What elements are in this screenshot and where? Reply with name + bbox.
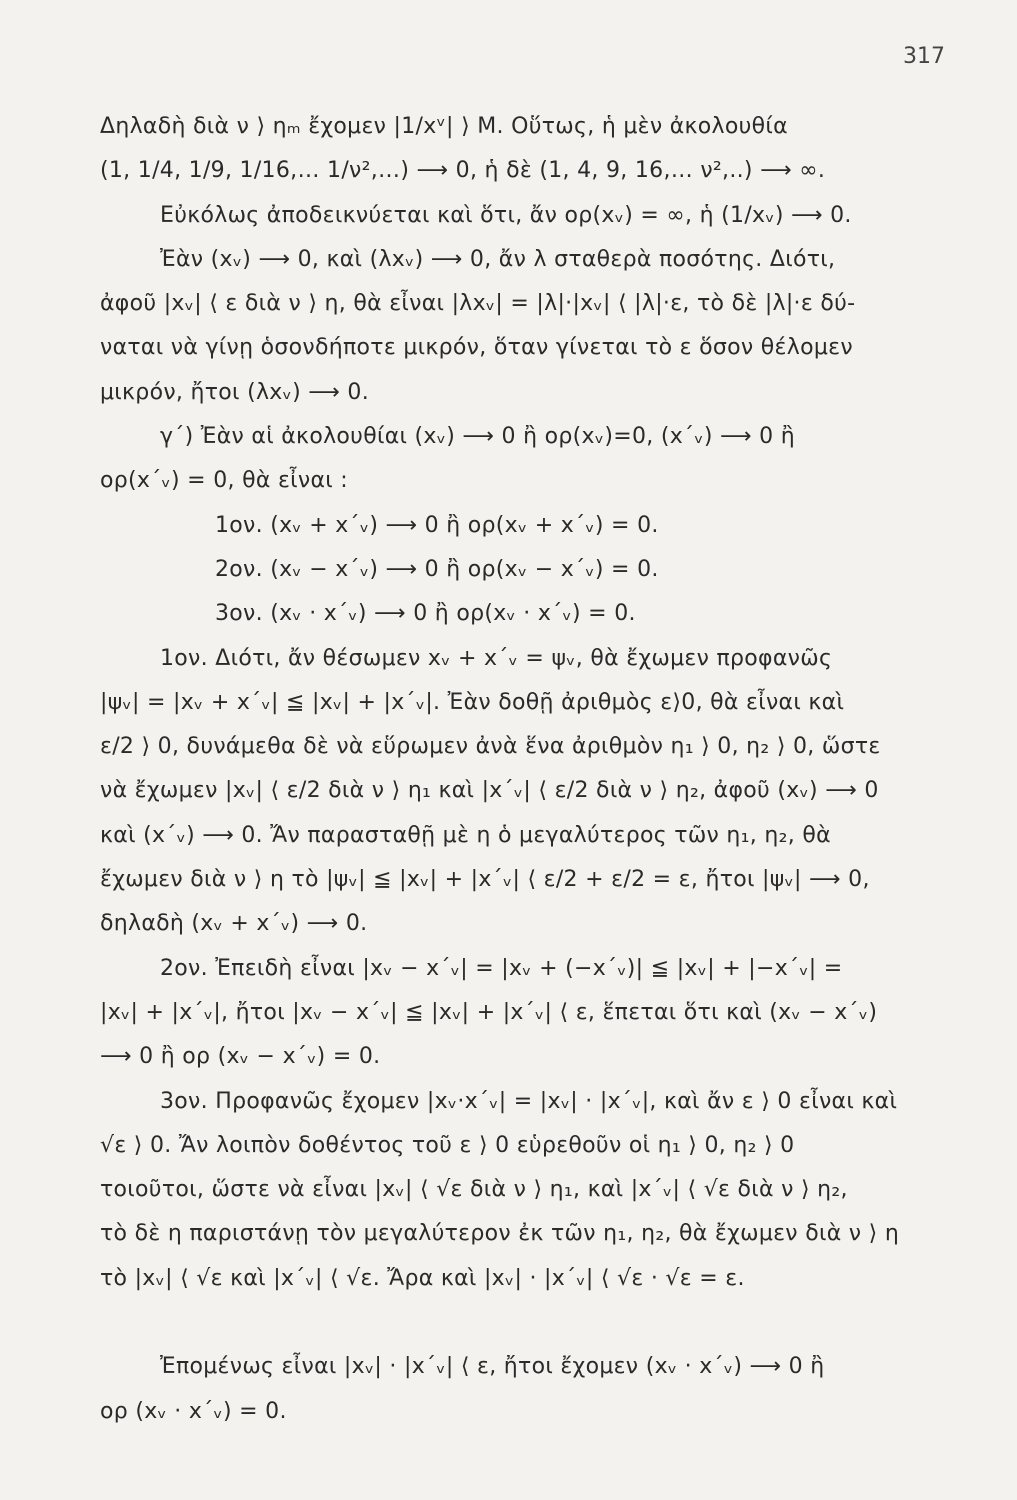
text-line: μικρόν, ἤτοι (λxᵥ) ⟶ 0. <box>100 379 369 405</box>
page-number: 317 <box>903 44 945 69</box>
text-line: 1ον. Διότι, ἄν θέσωμεν xᵥ + x΄ᵥ = ψᵥ, θὰ ἔχωμεν προφανῶς <box>160 645 833 671</box>
text-line: τὸ δὲ η παριστάνῃ τὸν μεγαλύτερον ἐκ τῶν η₁, η₂, θὰ ἔχωμεν διὰ ν ⟩ η <box>100 1221 900 1247</box>
text-line: ἔχωμεν διὰ ν ⟩ η τὸ |ψᵥ| ≦ |xᵥ| + |x΄ᵥ| ⟨ ε/2 + ε/2 = ε, ἤτοι |ψᵥ| ⟶ 0, <box>100 867 870 893</box>
text-line: νὰ ἔχωμεν |xᵥ| ⟨ ε/2 διὰ ν ⟩ η₁ καὶ |x΄ᵥ| ⟨ ε/2 διὰ ν ⟩ η₂, ἀφοῦ (xᵥ) ⟶ 0 <box>100 778 879 804</box>
text-line: |ψᵥ| = |xᵥ + x΄ᵥ| ≦ |xᵥ| + |x΄ᵥ|. Ἐὰν δοθῇ ἀριθμὸς ε⟩0, θὰ εἶναι καὶ <box>100 689 845 715</box>
text-line: 1ον. (xᵥ + x΄ᵥ) ⟶ 0 ἢ ορ(xᵥ + x΄ᵥ) = 0. <box>215 512 659 538</box>
text-line: Ἐπομένως εἶναι |xᵥ| · |x΄ᵥ| ⟨ ε, ἤτοι ἔχομεν (xᵥ · x΄ᵥ) ⟶ 0 ἢ <box>160 1354 825 1380</box>
text-line: ε/2 ⟩ 0, δυνάμεθα δὲ νὰ εὕρωμεν ἀνὰ ἕνα ἀριθμὸν η₁ ⟩ 0, η₂ ⟩ 0, ὥστε <box>100 734 881 760</box>
text-line: √ε ⟩ 0. Ἄν λοιπὸν δοθέντος τοῦ ε ⟩ 0 εὑρεθοῦν οἱ η₁ ⟩ 0, η₂ ⟩ 0 <box>100 1132 795 1158</box>
text-line: γ΄) Ἐὰν αἱ ἀκολουθίαι (xᵥ) ⟶ 0 ἢ ορ(xᵥ)=0, (x΄ᵥ) ⟶ 0 ἢ <box>160 424 795 450</box>
text-line: ορ (xᵥ · x΄ᵥ) = 0. <box>100 1398 287 1424</box>
text-line: ναται νὰ γίνῃ ὁσονδήποτε μικρόν, ὅταν γίνεται τὸ ε ὅσον θέλομεν <box>100 335 853 361</box>
text-line: 3ον. Προφανῶς ἔχομεν |xᵥ·x΄ᵥ| = |xᵥ| · |x΄ᵥ|, καὶ ἄν ε ⟩ 0 εἶναι καὶ <box>160 1088 898 1114</box>
text-line: δηλαδὴ (xᵥ + x΄ᵥ) ⟶ 0. <box>100 911 368 937</box>
text-line: καὶ (x΄ᵥ) ⟶ 0. Ἄν παρασταθῇ μὲ η ὁ μεγαλύτερος τῶν η₁, η₂, θὰ <box>100 822 831 848</box>
text-line: Ἐὰν (xᵥ) ⟶ 0, καὶ (λxᵥ) ⟶ 0, ἄν λ σταθερὰ ποσότης. Διότι, <box>160 246 836 272</box>
text-line: (1, 1/4, 1/9, 1/16,… 1/ν²,…) ⟶ 0, ἡ δὲ (1, 4, 9, 16,… ν²,..) ⟶ ∞. <box>100 158 826 184</box>
text-line: ορ(x΄ᵥ) = 0, θὰ εἶναι : <box>100 468 349 494</box>
page-body <box>100 105 960 1434</box>
text-line: τὸ |xᵥ| ⟨ √ε καὶ |x΄ᵥ| ⟨ √ε. Ἄρα καὶ |xᵥ| · |x΄ᵥ| ⟨ √ε · √ε = ε. <box>100 1265 745 1291</box>
text-line: Εὐκόλως ἀποδεικνύεται καὶ ὅτι, ἄν ορ(xᵥ) = ∞, ἡ (1/xᵥ) ⟶ 0. <box>160 202 852 228</box>
text-line: 2ον. Ἐπειδὴ εἶναι |xᵥ − x΄ᵥ| = |xᵥ + (−x΄ᵥ)| ≦ |xᵥ| + |−x΄ᵥ| = <box>160 955 843 981</box>
text-line: ἀφοῦ |xᵥ| ⟨ ε διὰ ν ⟩ η, θὰ εἶναι |λxᵥ| = |λ|·|xᵥ| ⟨ |λ|·ε, τὸ δὲ |λ|·ε δύ- <box>100 291 856 317</box>
text-line <box>100 1301 960 1345</box>
text-line: 3ον. (xᵥ · x΄ᵥ) ⟶ 0 ἢ ορ(xᵥ · x΄ᵥ) = 0. <box>215 601 636 627</box>
text-line: Δηλαδὴ διὰ ν ⟩ ηₘ ἔχομεν |1/xᵛ| ⟩ Μ. Οὕτως, ἡ μὲν ἀκολουθία <box>100 114 788 139</box>
text-line: ⟶ 0 ἢ ορ (xᵥ − x΄ᵥ) = 0. <box>100 1044 381 1070</box>
text-line: τοιοῦτοι, ὥστε νὰ εἶναι |xᵥ| ⟨ √ε διὰ ν ⟩ η₁, καὶ |x΄ᵥ| ⟨ √ε διὰ ν ⟩ η₂, <box>100 1177 848 1203</box>
text-line: 2ον. (xᵥ − x΄ᵥ) ⟶ 0 ἢ ορ(xᵥ − x΄ᵥ) = 0. <box>215 556 659 582</box>
text-line: |xᵥ| + |x΄ᵥ|, ἤτοι |xᵥ − x΄ᵥ| ≦ |xᵥ| + |x΄ᵥ| ⟨ ε, ἕπεται ὅτι καὶ (xᵥ − x΄ᵥ) <box>100 999 878 1025</box>
